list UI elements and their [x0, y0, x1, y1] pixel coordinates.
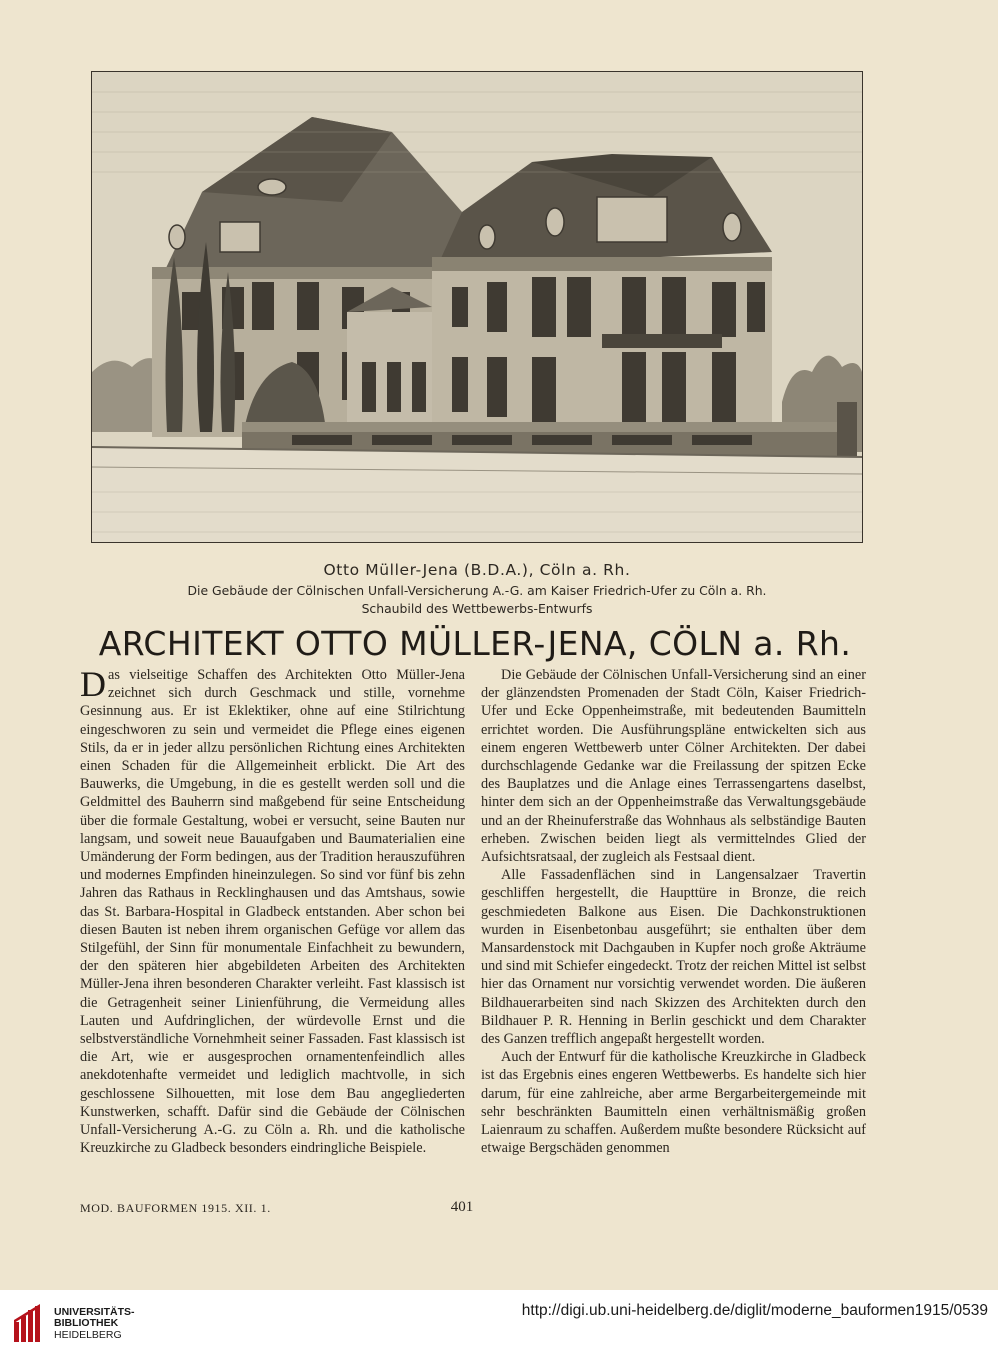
right-column	[481, 666, 866, 1157]
article-title: ARCHITEKT OTTO MÜLLER-JENA, CÖLN a. Rh.	[98, 624, 852, 663]
logo-text-line2: BIBLIOTHEK	[54, 1317, 119, 1329]
left-column	[80, 666, 465, 1157]
right-paragraph-3: Auch der Entwurf für die katholische Kreuzkirche in Gladbeck ist das Ergebnis eines engeren Wettbewerbs. Es handelte sich hier darum, für eine zahlreiche, aber arme Bergarbeitergemeinde mit sehr beschränkten Baumitteln einen verhältnismäßig großen Laienraum zu schaffen. Außerdem mußte besondere Rücksicht auf etwaige Bergschäden genommen	[481, 1049, 866, 1157]
caption-subtitle: Schaubild des Wettbewerbs-Entwurfs	[361, 601, 593, 616]
library-bar	[0, 1290, 998, 1363]
journal-footer: MOD. BAUFORMEN 1915. XII. 1.	[80, 1201, 271, 1215]
caption-author: Otto Müller-Jena (B.D.A.), Cöln a. Rh.	[323, 561, 631, 579]
left-text: as vielseitige Schaffen des Architekten Otto Müller-Jena zeichnet sich durch Geschmack und stille, vornehme Gesinnung aus. Er ist Eklektiker, ohne auf eine Stilrichtung eingeschworen zu sein und vermeidet die Pflege eines eigenen Stils, da er in jeder allzu persönlichen Richtung eines Architekten einen Schaden für die Allgemeinheit erblickt. Die Art des Bauwerks, die Umgebung, in die es gestellt werden soll und die Geldmittel des Bauherrn sind maßgebend für seine Entscheidung über die formale Gestaltung, wobei er versucht, seine Bauten nur langsam, und soweit neue Bauaufgaben und Baumaterialien eine Umänderung der Form bedingen, aus der Tradition herauszuführen und modernes Empfinden hineinzulegen. So sind vor fünf bis zehn Jahren das Rathaus in Recklinghausen und das Amtshaus, sowie das St. Barbara-Hospital in Gladbeck entstanden. Aber schon bei diesen Bauten ist neben ihrem organischen Gefüge vor allem das Stilgefühl, der Sinn für monumentale Einfachheit zu bewundern, der den späteren hier abgebildeten Arbeiten des Architekten Müller-Jena ihren besonderen Charakter verleiht. Fast klassisch ist die Getragenheit seiner Linienführung, die Vermeidung alles Lauten und Aufdringlichen, der würdevolle Ernst und die selbstverständliche Vornehmheit seiner Fassaden. Fast klassisch ist die Art, wie er ausgesprochen ornamentenfeindlich alles anekdotenhafte vermeidet und lediglich machtvolle, in sich geschlossene Silhouetten, mit lose dem Bau angegliederten Kunstwerken, schafft. Dafür sind die Gebäude der Cölnischen Unfall-Versicherung A.-G. zu Cöln a. Rh. und die katholische Kreuzkirche zu Gladbeck besonders eindringliche Beispiele.	[80, 667, 465, 1157]
right-paragraph-1: Die Gebäude der Cölnischen Unfall-Versicherung sind an einer der glänzendsten Promenaden der Stadt Cöln, Kaiser Friedrich-Ufer und Ecke Oppenheimstraße, mit bedeutenden Baumitteln errichtet worden. Die Ausführungspläne entwickelten sich aus einem engeren Wettbewerb unter Cölner Architekten. Der dabei durchschlagende Gedanke war die Freilassung der spitzen Ecke des Bauplatzes und die Anlage eines Terrassengartens daselbst, hinter dem sich an der Oppenheimstraße das Verwaltungsgebäude und an der Rheinuferstraße das Wohnhaus als selbständige Bauten erheben. Zwischen beiden liegt als vermittelndes Glied der Aufsichtsratsaal, der zugleich als Festsaal dient.	[481, 667, 866, 866]
page-number: 401	[450, 1199, 474, 1215]
left-paragraph	[80, 666, 465, 1157]
right-paragraph-2: Alle Fassadenflächen sind in Langensalzaer Travertin geschliffen hergestellt, die Haupttüre in Bronze, die reich geschmiedeten Balkone aus Eisen. Die Dachkonstruktionen wurden in Eisenbetonbau ausgeführt; sie enthalten über dem Mansardenstock mit Dachgauben in Kupfer noch große Akträume und sind mit Schiefer eingedeckt. Trotz der reichen Mittel ist selbst hier das Ornament nur vorsichtig verwendet worden. Die äußeren Bildhauerarbeiten sind nach Skizzen des Architekten durch den Bildhauer P. R. Henning in Berlin geschickt und dem Charakter des Ganzen trefflich angepaßt hergestellt worden.	[481, 867, 866, 1048]
building-engraving-icon	[92, 72, 862, 542]
logo-text-line3: HEIDELBERG	[54, 1329, 122, 1341]
caption-building: Die Gebäude der Cölnischen Unfall-Versicherung A.-G. am Kaiser Friedrich-Ufer zu Cöln a. Rh.	[187, 583, 767, 598]
drop-cap: D	[80, 664, 106, 704]
source-url-link[interactable]: http://digi.ub.uni-heidelberg.de/diglit/moderne_bauformen1915/0539	[521, 1302, 988, 1319]
university-library-logo-icon	[12, 1304, 46, 1344]
logo-text-line1: UNIVERSITÄTS-	[54, 1306, 135, 1318]
building-illustration	[91, 71, 863, 543]
